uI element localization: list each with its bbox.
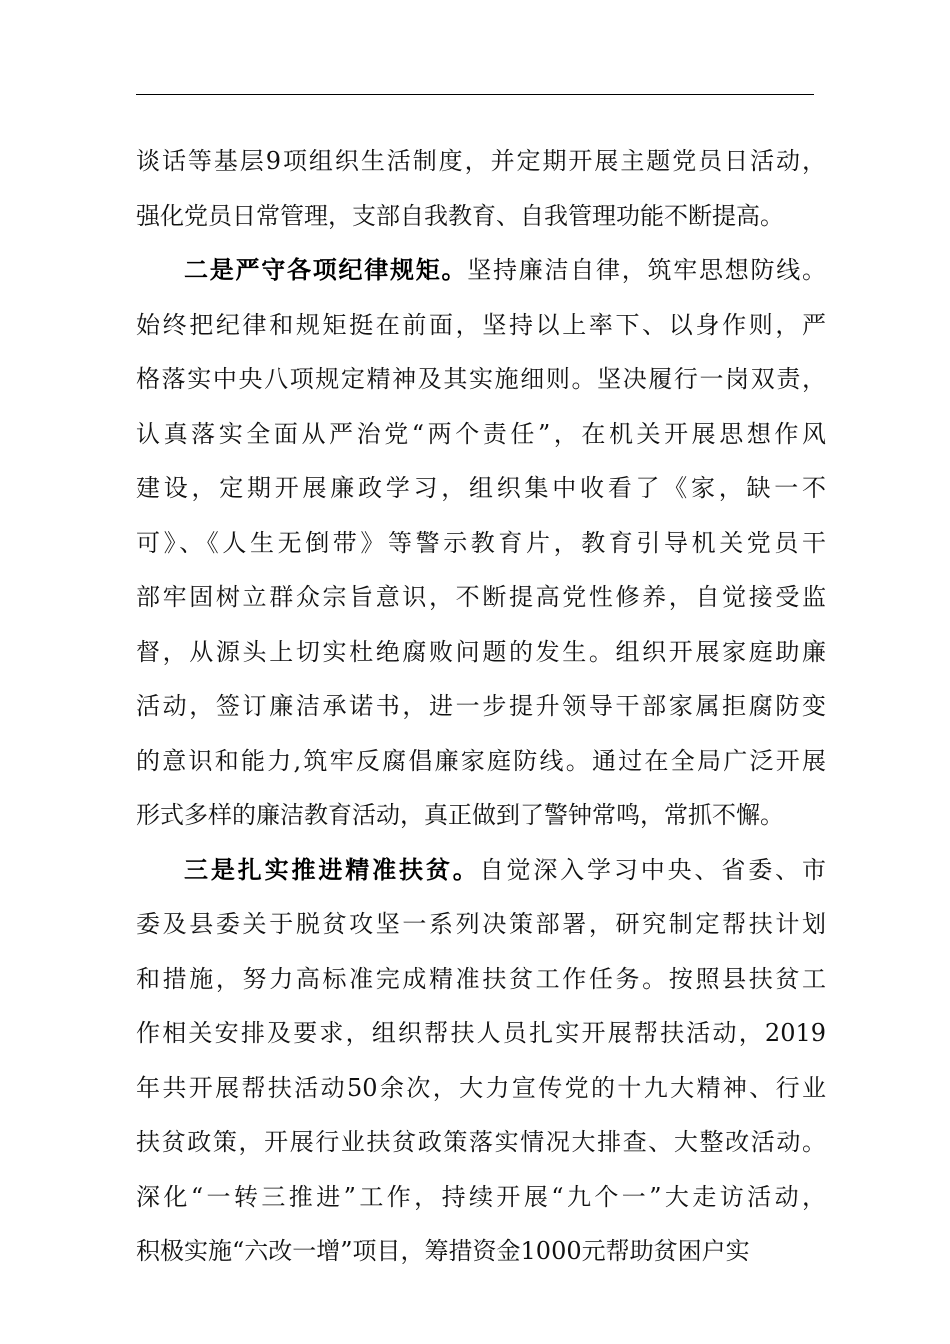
text-line: 格落实中央八项规定精神及其实施细则。坚决履行一岗双责， — [136, 365, 826, 393]
text-segment: 自觉深入学习中央、省委、市 — [479, 855, 827, 884]
text-line: 活动，签订廉洁承诺书，进一步提升领导干部家属拒腐防变 — [136, 692, 826, 720]
text-line: 认真落实全面从严治党“两个责任”，在机关开展思想作风 — [136, 419, 826, 448]
paragraph-lead: 三是扎实推进精准扶贫。 — [184, 854, 480, 884]
paragraph-lead: 二是严守各项纪律规矩。 — [184, 255, 468, 284]
paragraph-first-line — [136, 243, 826, 298]
text-line: 督，从源头上切实杜绝腐败问题的发生。组织开展家庭助廉 — [136, 637, 826, 666]
text-line: 深化“一转三推进”工作，持续开展“九个一”大走访活动， — [136, 1182, 826, 1211]
text-line: 作相关安排及要求，组织帮扶人员扎实开展帮扶活动，2019 — [136, 1019, 826, 1047]
text-line: 年共开展帮扶活动50余次，大力宣传党的十九大精神、行业 — [136, 1073, 826, 1102]
text-line: 的意识和能力,筑牢反腐倡廉家庭防线。通过在全局广泛开展 — [136, 746, 826, 775]
text-line: 部牢固树立群众宗旨意识，不断提高党性修养，自觉接受监 — [136, 583, 826, 611]
text-line: 建设，定期开展廉政学习，组织集中收看了《家，缺一不 — [136, 474, 826, 502]
body-text — [136, 134, 826, 1279]
text-segment: 坚持廉洁自律，筑牢思想防线。 — [467, 256, 826, 284]
text-line: 委及县委关于脱贫攻坚一系列决策部署，研究制定帮扶计划 — [136, 910, 826, 938]
text-line: 积极实施“六改一增”项目，筹措资金1000元帮助贫困户实 — [136, 1237, 750, 1265]
text-line: 和措施，努力高标准完成精准扶贫工作任务。按照县扶贫工 — [136, 964, 826, 993]
header-rule — [136, 94, 814, 95]
text-line: 谈话等基层9项组织生活制度，并定期开展主题党员日活动， — [136, 147, 826, 175]
text-line: 扶贫政策，开展行业扶贫政策落实情况大排查、大整改活动。 — [136, 1128, 826, 1156]
paragraph-first-line — [136, 843, 826, 898]
text-line: 可》、《人生无倒带》等警示教育片，教育引导机关党员干 — [136, 528, 826, 557]
text-line: 强化党员日常管理，支部自我教育、自我管理功能不断提高。 — [136, 201, 784, 230]
text-line: 形式多样的廉洁教育活动，真正做到了警钟常鸣，常抓不懈。 — [136, 801, 784, 829]
text-line: 始终把纪律和规矩挺在前面，坚持以上率下、以身作则，严 — [136, 310, 826, 339]
